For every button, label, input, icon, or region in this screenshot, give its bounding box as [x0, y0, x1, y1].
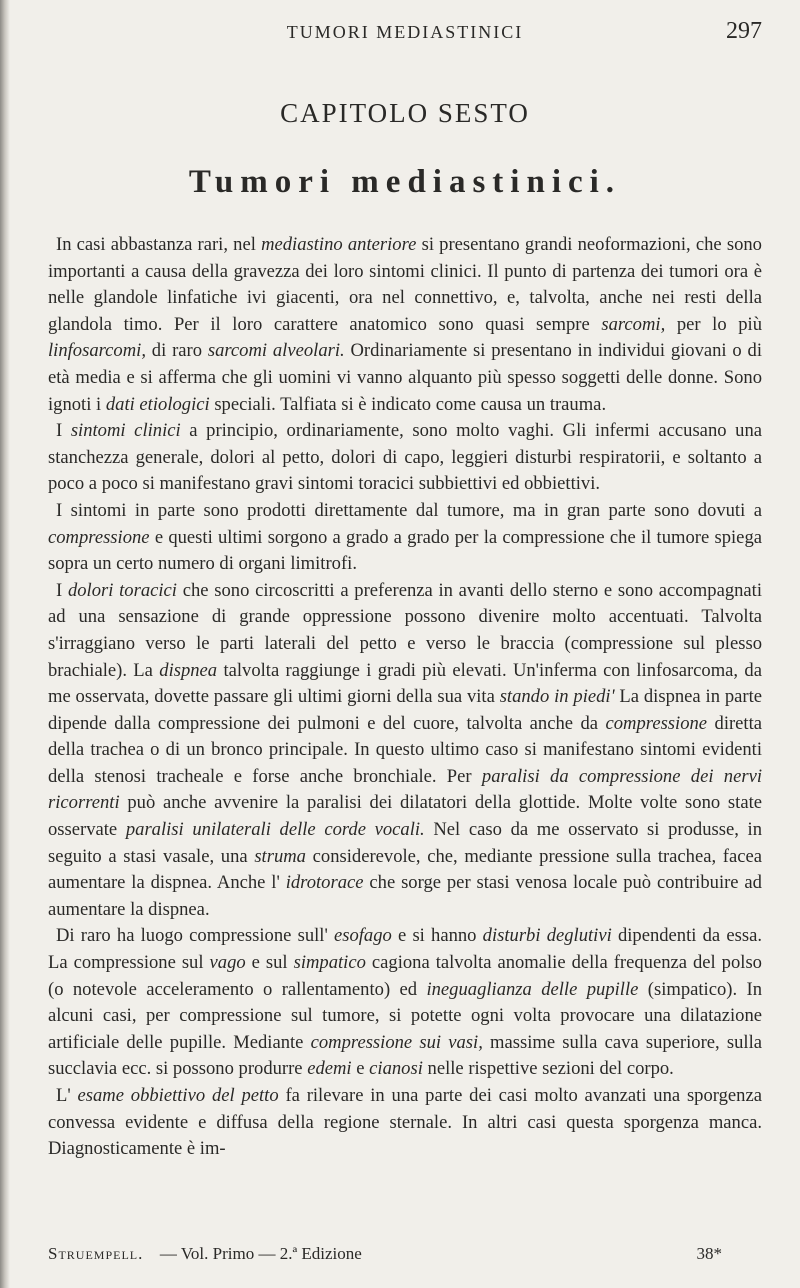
- footer-author: Struempell.: [48, 1244, 144, 1263]
- running-title: TUMORI MEDIASTINICI: [286, 22, 524, 42]
- footer-dash: —: [159, 1244, 177, 1263]
- book-page: [48, 0, 763, 1263]
- paragraph-text: Ordinariamente si presentano in individui giovani o di età media e si afferma che gli uomini vi vanno alquanto più spesso soggetti delle donne. Sono ignoti i: [48, 340, 763, 415]
- paragraph-text: fa rilevare in una parte dei casi molto avanzati una sporgenza convessa evidente e diffusa della regione sternale. In altri casi questa sporgenza manca. Diagnosticamente è im-: [48, 1085, 762, 1160]
- emphasis-text: paralisi unilaterali delle corde vocali.: [125, 819, 425, 841]
- paragraph-text: I sintomi in parte sono prodotti direttamente dal tumore, ma in gran parte sono dovuti a: [56, 499, 762, 521]
- emphasis-text: ineguaglianza delle pupille: [426, 978, 639, 1000]
- paragraph-text: e questi ultimi sorgono a grado a grado per la compressione che il tumore spiega sopra un certo numero di organi limitrofi.: [48, 526, 762, 575]
- emphasis-text: sintomi clinici: [70, 420, 181, 442]
- emphasis-text: compressione: [48, 526, 150, 548]
- emphasis-text: cianosi: [369, 1058, 423, 1080]
- paragraph-text: che sorge per stasi venosa locale può contribuire ad aumentare la dispnea.: [48, 872, 762, 920]
- emphasis-text: edemi: [307, 1058, 352, 1080]
- paragraph-text: L': [56, 1085, 78, 1106]
- emphasis-text: mediastino anteriore: [261, 234, 417, 255]
- paragraph-text: diretta della trachea o di un bronco principale. In questo ultimo caso si manifestano sintomi evidenti della stenosi tracheale e forse anche bronchiale. Per: [48, 712, 763, 787]
- emphasis-text: dolori toracici: [67, 579, 177, 601]
- paragraph-text: speciali. Talfiata si è indicato come causa un trauma.: [209, 393, 607, 415]
- body-text: [48, 232, 762, 1163]
- paragraph-text: per lo più: [665, 313, 762, 335]
- emphasis-text: esofago: [333, 925, 392, 947]
- emphasis-text: simpatico: [293, 952, 366, 974]
- paragraph-text: e sul: [245, 952, 294, 974]
- paragraph-text: (simpatico). In alcuni casi, per compressione sul tumore, si potette ogni volta provocare una dilatazione artificiale delle pupille. Mediante: [48, 978, 762, 1053]
- paragraph-text: può anche avvenire la paralisi dei dilatatori della glottide. Molte volte sono state osservate: [48, 792, 762, 841]
- paragraph-text: cagiona talvolta anomalie della frequenza del polso (o notevole acceleramento o rallentamento) ed: [48, 952, 762, 1000]
- paragraph-text: Di raro ha luogo compressione sull': [56, 925, 334, 947]
- paragraph-text: talvolta raggiunge i gradi più elevati. Un'inferma con linfosarcoma, da me osservata, dovette passare gli ultimi giorni della sua vita: [48, 659, 762, 708]
- emphasis-text: dispnea: [159, 659, 218, 681]
- paragraph: [48, 578, 762, 924]
- emphasis-text: dati etiologici: [105, 393, 210, 415]
- emphasis-text: paralisi da compressione dei nervi ricorrenti: [48, 765, 762, 814]
- emphasis-text: compressione: [605, 712, 708, 734]
- paragraph-text: dipendenti da essa. La compressione sul: [48, 925, 762, 974]
- emphasis-text: sarcomi alveolari.: [207, 340, 345, 362]
- paragraph-text: che sono circoscritti a preferenza in avanti dello sterno e sono accompagnati ad una sensazione di grande oppressione possono divenire molto accentuati. Talvolta s'irraggiano verso le parti laterali del petto e verso le braccia (compressione sul plesso brachiale). La: [48, 579, 762, 681]
- paragraph-text: I: [56, 579, 68, 601]
- paragraph: [48, 498, 762, 578]
- paragraph-text: e si hanno: [391, 925, 483, 947]
- paragraph-text: Nel caso da me osservato si produsse, in seguito a stasi vasale, una: [48, 819, 762, 867]
- emphasis-text: sarcomi,: [601, 313, 666, 335]
- paragraph-text: massime sulla cava superiore, sulla succlavia ecc. si possono produrre: [48, 1031, 762, 1080]
- chapter-heading: CAPITOLO SESTO: [280, 98, 530, 128]
- paragraph: [48, 232, 762, 418]
- page-number: 297: [726, 18, 762, 44]
- paragraph-text: si presentano grandi neoformazioni, che sono importanti a causa della gravezza dei loro sintomi clinici. Il punto di partenza dei tumori ora è nelle glandole linfatiche ivi giacenti, ora nel connettivo, e, talvolta, anche nei resti della glandola timo. Per il loro carattere anatomico sono quasi sempre: [48, 234, 762, 335]
- paragraph-text: a principio, ordinariamente, sono molto vaghi. Gli infermi accusano una stanchezza generale, dolori al petto, dolori di capo, leggieri disturbi respiratorii, e soltanto a poco a poco si manifestano gravi sintomi toracici subbiettivi ed obbiettivi.: [48, 420, 762, 495]
- footer-volume: Vol. Primo — 2.ª Edizione: [180, 1244, 362, 1263]
- emphasis-text: struma: [254, 845, 306, 867]
- page-footer: [48, 1244, 762, 1270]
- paragraph-text: La dispnea in parte dipende dalla compressione dei pulmoni e del cuore, talvolta anche da: [48, 686, 762, 734]
- paragraph-text: considerevole, che, mediante pressione sulla trachea, facea aumentare la dispnea. Anche l': [48, 845, 763, 894]
- emphasis-text: vago: [209, 952, 246, 974]
- footer-signature: 38*: [696, 1244, 722, 1263]
- emphasis-text: idrotorace: [285, 872, 364, 894]
- paragraph-text: nelle rispettive sezioni del corpo.: [422, 1058, 674, 1080]
- book-gutter-shadow: [0, 0, 10, 1288]
- emphasis-text: linfosarcomi,: [48, 340, 146, 362]
- paragraph-text: I: [56, 420, 71, 442]
- section-title: Tumori mediastinici.: [188, 164, 622, 200]
- paragraph: [48, 1083, 762, 1163]
- paragraph-text: di raro: [145, 340, 208, 362]
- paragraph: [48, 923, 762, 1083]
- paragraph: [48, 418, 762, 498]
- paragraph-text: In casi abbastanza rari, nel: [56, 234, 262, 255]
- running-head: [48, 18, 762, 58]
- paragraph-text: e: [351, 1058, 370, 1080]
- footer-imprint: [48, 1244, 362, 1264]
- emphasis-text: disturbi deglutivi: [482, 925, 612, 947]
- emphasis-text: stando in piedi': [499, 686, 615, 708]
- emphasis-text: compressione sui vasi,: [310, 1031, 483, 1053]
- emphasis-text: esame obbiettivo del petto: [77, 1085, 279, 1106]
